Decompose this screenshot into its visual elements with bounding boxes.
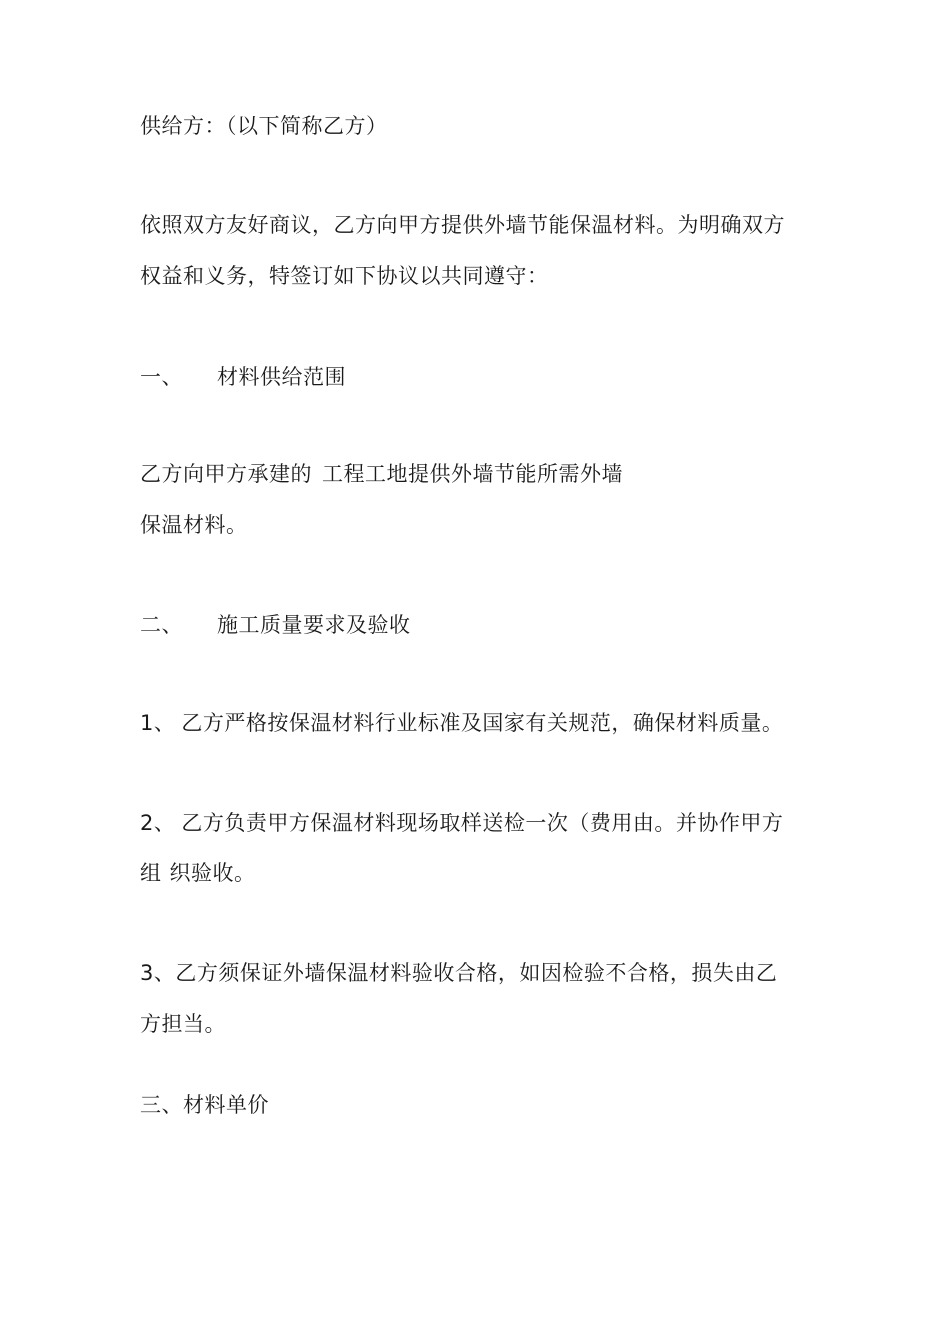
section-1-number: 一、 <box>140 365 183 389</box>
section-1-title: 材料供给范围 <box>217 365 346 389</box>
item-1-number: 1、 <box>140 711 176 735</box>
section-1-body-line-1 <box>140 460 623 488</box>
intro-line-2: 权益和义务，特签订如下协议以共同遵守： <box>140 264 549 288</box>
section-2-item-3-line-2: 方担当。 <box>140 1012 226 1036</box>
section-1-body-part-a: 乙方向甲方承建的 <box>140 462 312 486</box>
section-2-title: 施工质量要求及验收 <box>217 613 411 637</box>
item-2-text-part-a: 组 <box>140 861 162 885</box>
section-1-heading <box>140 363 346 391</box>
section-1-body-line-2: 保温材料。 <box>140 513 248 537</box>
supplier-line: 供给方：（以下简称乙方） <box>140 114 388 138</box>
item-1-text: 乙方严格按保温材料行业标准及国家有关规范，确保材料质量。 <box>181 711 784 735</box>
section-2-item-2-line-2 <box>140 859 256 887</box>
section-2-number: 二、 <box>140 613 183 637</box>
section-1-body-part-b: 工程工地提供外墙节能所需外墙 <box>322 462 623 486</box>
section-2-item-1 <box>140 709 783 737</box>
section-2-heading <box>140 611 411 639</box>
intro-line-1: 依照双方友好商议，乙方向甲方提供外墙节能保温材料。为明确双方 <box>140 213 785 237</box>
item-2-text-line-1: 乙方负责甲方保温材料现场取样送检一次（费用由。并协作甲方 <box>181 811 784 835</box>
section-3-heading: 三、材料单价 <box>140 1093 269 1117</box>
section-2-item-2-line-1 <box>140 809 783 837</box>
item-2-number: 2、 <box>140 811 176 835</box>
item-2-text-part-b: 织验收。 <box>169 861 256 885</box>
section-2-item-3-line-1: 3、乙方须保证外墙保温材料验收合格，如因检验不合格，损失由乙 <box>140 961 778 985</box>
